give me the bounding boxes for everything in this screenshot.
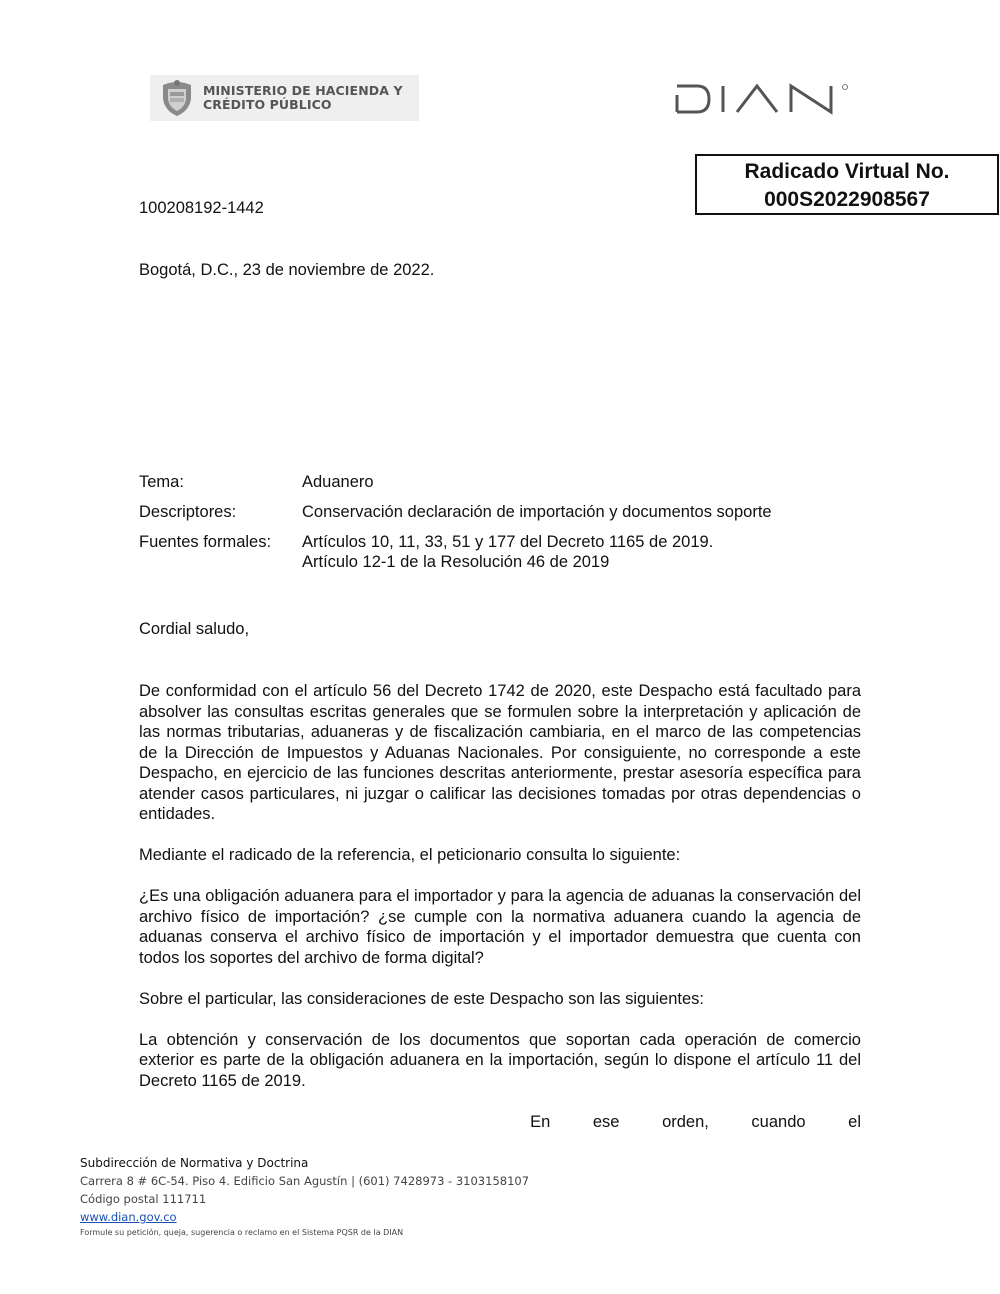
meta-row-tema (139, 472, 862, 502)
footer-postal: Código postal 111711 (80, 1192, 207, 1206)
meta-row-descriptores (139, 502, 862, 532)
paragraph-3: ¿Es una obligación aduanera para el importador y para la agencia de aduanas la conservación del archivo físico de importación? ¿se cumple con la normativa aduanera cuando la agencia de aduanas conserva el archivo físico de importación y el importador demuestra que cuenta con todos los soportes del archivo de forma digital? (139, 887, 861, 967)
footer-address: Carrera 8 # 6C-54. Piso 4. Edificio San Agustín | (601) 7428973 - 3103158107 (80, 1174, 530, 1188)
tema-value: Aduanero (302, 473, 374, 491)
radicado-box (695, 154, 999, 215)
fuentes-value-2: Artículo 12-1 de la Resolución 46 de 2019 (302, 553, 610, 571)
descriptores-value: Conservación declaración de importación y documentos soporte (302, 503, 772, 521)
footer (80, 1154, 529, 1240)
reference-number: 100208192-1442 (139, 199, 264, 217)
subject-metadata (139, 472, 862, 572)
tema-label: Tema: (139, 473, 184, 491)
date-line: Bogotá, D.C., 23 de noviembre de 2022. (139, 261, 435, 279)
letter-body (139, 681, 861, 1153)
ministry-logo (150, 75, 419, 121)
footer-pqsr: Formule su petición, queja, sugerencia o reclamo en el Sistema PQSR de la DIAN (80, 1228, 404, 1237)
footer-office: Subdirección de Normativa y Doctrina (80, 1156, 309, 1170)
ministry-name-line2: CRÉDITO PÚBLICO (203, 97, 332, 112)
meta-row-fuentes (139, 532, 862, 572)
paragraph-2: Mediante el radicado de la referencia, el peticionario consulta lo siguiente: (139, 846, 681, 864)
radicado-number: 000S2022908567 (764, 188, 930, 211)
footer-website-link[interactable]: www.dian.gov.co (80, 1210, 177, 1224)
paragraph-5: La obtención y conservación de los documentos que soportan cada operación de comercio exterior es parte de la obligación aduanera en la importación, según lo dispone el artículo 11 del Decreto 1165 de 2019. (139, 1030, 861, 1090)
descriptores-label: Descriptores: (139, 503, 237, 521)
fuentes-value-1: Artículos 10, 11, 33, 51 y 177 del Decreto 1165 de 2019. (302, 533, 714, 551)
fuentes-label: Fuentes formales: (139, 533, 272, 551)
radicado-label: Radicado Virtual No. (744, 160, 950, 183)
paragraph-4: Sobre el particular, las consideraciones de este Despacho son las siguientes: (139, 989, 704, 1008)
paragraph-1: De conformidad con el artículo 56 del Decreto 1742 de 2020, este Despacho está facultado para absolver las consultas escritas generales que se formulen sobre la interpretación y aplicación de las normas tributarias, aduaneras y de fiscalización cambiaria, en el marco de las competencias de la Dirección de Impuestos y Aduanas Nacionales. Por consiguiente, no corresponde a este Despacho, en ejercicio de las funciones descritas anteriormente, prestar asesoría específica para atender casos particulares, ni juzgar o calificar las decisiones tomadas por otras dependencias o entidades. (139, 682, 861, 823)
greeting: Cordial saludo, (139, 620, 250, 638)
coat-of-arms-icon (159, 79, 195, 117)
paragraph-6: En ese orden, cuando el (530, 1112, 861, 1131)
ministry-name-line1: MINISTERIO DE HACIENDA Y (203, 83, 403, 98)
dian-logo (675, 82, 851, 116)
